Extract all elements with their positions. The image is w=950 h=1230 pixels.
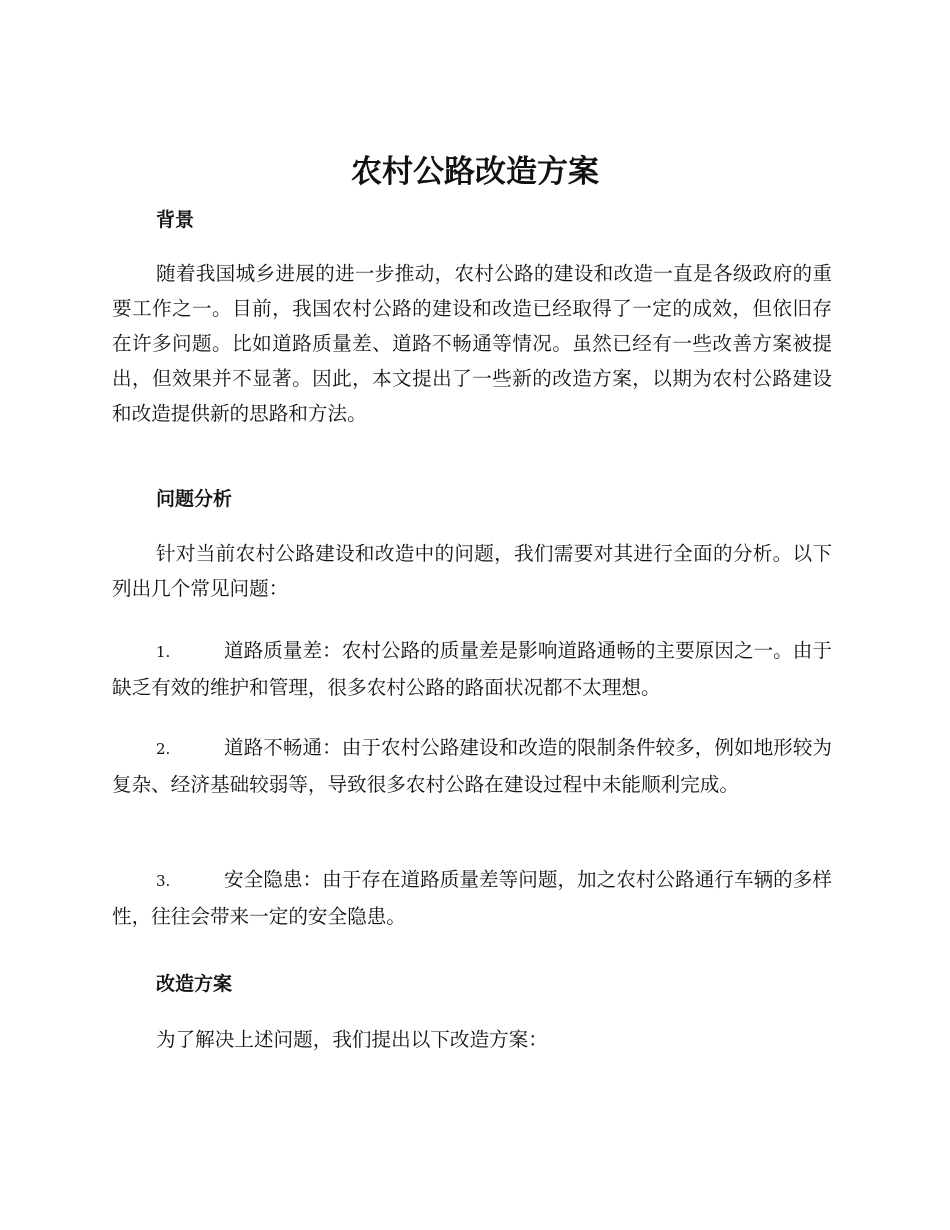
list-item-text: 安全隐患：由于存在道路质量差等问题，加之农村公路通行车辆的多样性，往往会带来一定的安全隐患。 [112, 868, 832, 928]
list-item-number: 3. [156, 872, 171, 890]
list-item-text: 道路不畅通：由于农村公路建设和改造的限制条件较多，例如地形较为复杂、经济基础较弱等，导致很多农村公路在建设过程中未能顺利完成。 [112, 736, 832, 796]
list-item [112, 633, 832, 705]
document-title: 农村公路改造方案 [351, 154, 599, 190]
section-heading-analysis: 问题分析 [156, 488, 233, 510]
analysis-intro-paragraph: 针对当前农村公路建设和改造中的问题，我们需要对其进行全面的分析。以下列出几个常见问题： [112, 542, 832, 600]
background-paragraph: 随着我国城乡进展的进一步推动，农村公路的建设和改造一直是各级政府的重要工作之一。目前，我国农村公路的建设和改造已经取得了一定的成效，但依旧存在许多问题。比如道路质量差、道路不畅通等情况。虽然已经有一些改善方案被提出，但效果并不显著。因此，本文提出了一些新的改造方案，以期为农村公路建设和改造提供新的思路和方法。 [112, 262, 832, 425]
section-heading-plan: 改造方案 [156, 973, 233, 995]
section-heading-background: 背景 [156, 209, 195, 231]
list-item [112, 730, 832, 802]
plan-intro-paragraph: 为了解决上述问题，我们提出以下改造方案： [156, 1028, 548, 1051]
list-item-number: 2. [156, 740, 171, 758]
list-item-text: 道路质量差：农村公路的质量差是影响道路通畅的主要原因之一。由于缺乏有效的维护和管理，很多农村公路的路面状况都不太理想。 [112, 639, 832, 699]
list-item-number: 1. [156, 643, 171, 661]
list-item [112, 862, 832, 934]
